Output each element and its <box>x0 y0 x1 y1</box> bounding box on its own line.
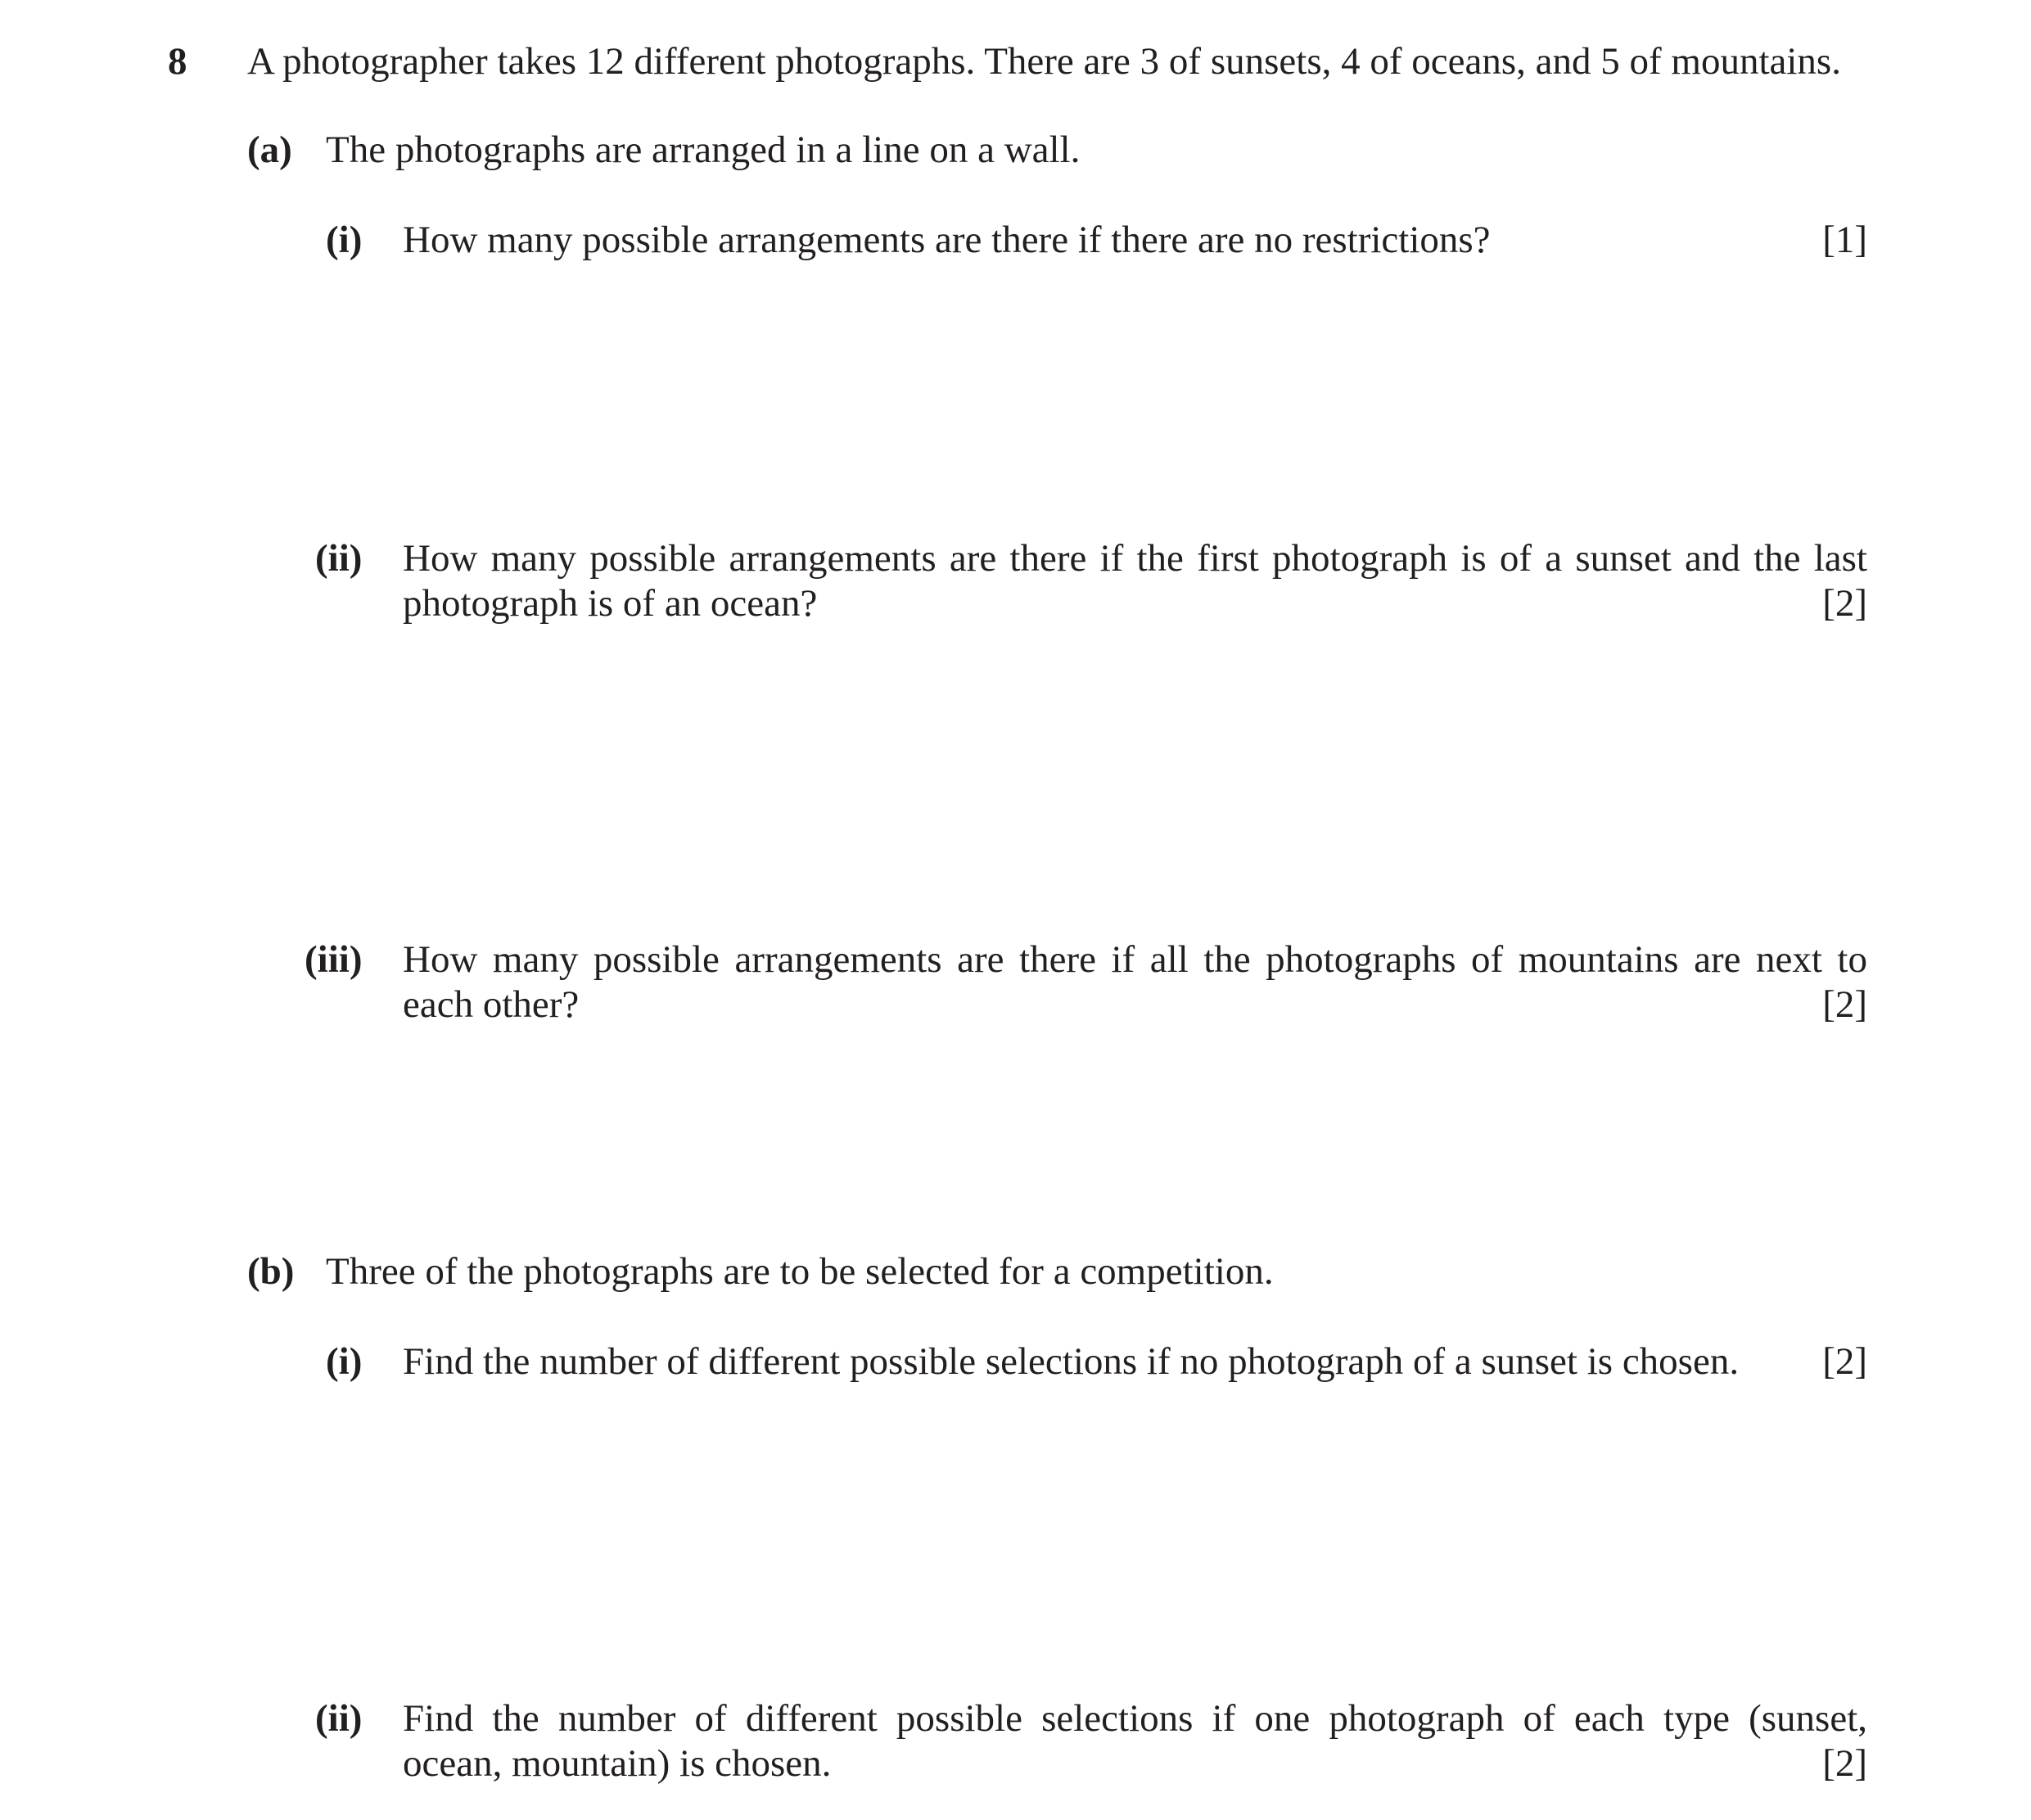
part-a-iii-text-line1: How many possible arrangements are there if all the photographs of mountains are next to <box>403 938 1867 981</box>
part-b-ii-marks: [2] <box>1822 1742 1867 1785</box>
part-a-i-label: (i) <box>326 219 363 261</box>
part-a-iii-text-line2: each other? <box>403 983 580 1026</box>
part-a-iii-label: (iii) <box>305 938 363 981</box>
part-a-ii-marks: [2] <box>1822 582 1867 625</box>
part-a-ii-text-line2: photograph is of an ocean? <box>403 582 818 625</box>
part-b-i-text: Find the number of different possible selections if no photograph of a sunset is chosen. <box>403 1340 1740 1383</box>
part-b-i-marks: [2] <box>1822 1340 1867 1383</box>
part-b-label: (b) <box>247 1250 295 1293</box>
part-a-text: The photographs are arranged in a line on a wall. <box>326 129 1081 171</box>
part-a-i-marks: [1] <box>1822 219 1867 261</box>
question-number: 8 <box>168 40 187 83</box>
part-a-ii-label: (ii) <box>315 537 363 580</box>
part-b-ii-label: (ii) <box>315 1697 363 1740</box>
part-b-ii-text-line2: ocean, mountain) is chosen. <box>403 1742 832 1785</box>
part-b-i-label: (i) <box>326 1340 363 1383</box>
part-a-label: (a) <box>247 129 292 171</box>
question-stem: A photographer takes 12 different photographs. There are 3 of sunsets, 4 of oceans, and 5 of mountains. <box>247 40 1841 83</box>
part-a-iii-marks: [2] <box>1822 983 1867 1026</box>
part-b-ii-text-line1: Find the number of different possible selections if one photograph of each type (sunset, <box>403 1697 1867 1740</box>
part-a-i-text: How many possible arrangements are there if there are no restrictions? <box>403 219 1491 261</box>
part-b-text: Three of the photographs are to be selected for a competition. <box>326 1250 1274 1293</box>
part-a-ii-text-line1: How many possible arrangements are there if the first photograph is of a sunset and the last <box>403 537 1867 580</box>
